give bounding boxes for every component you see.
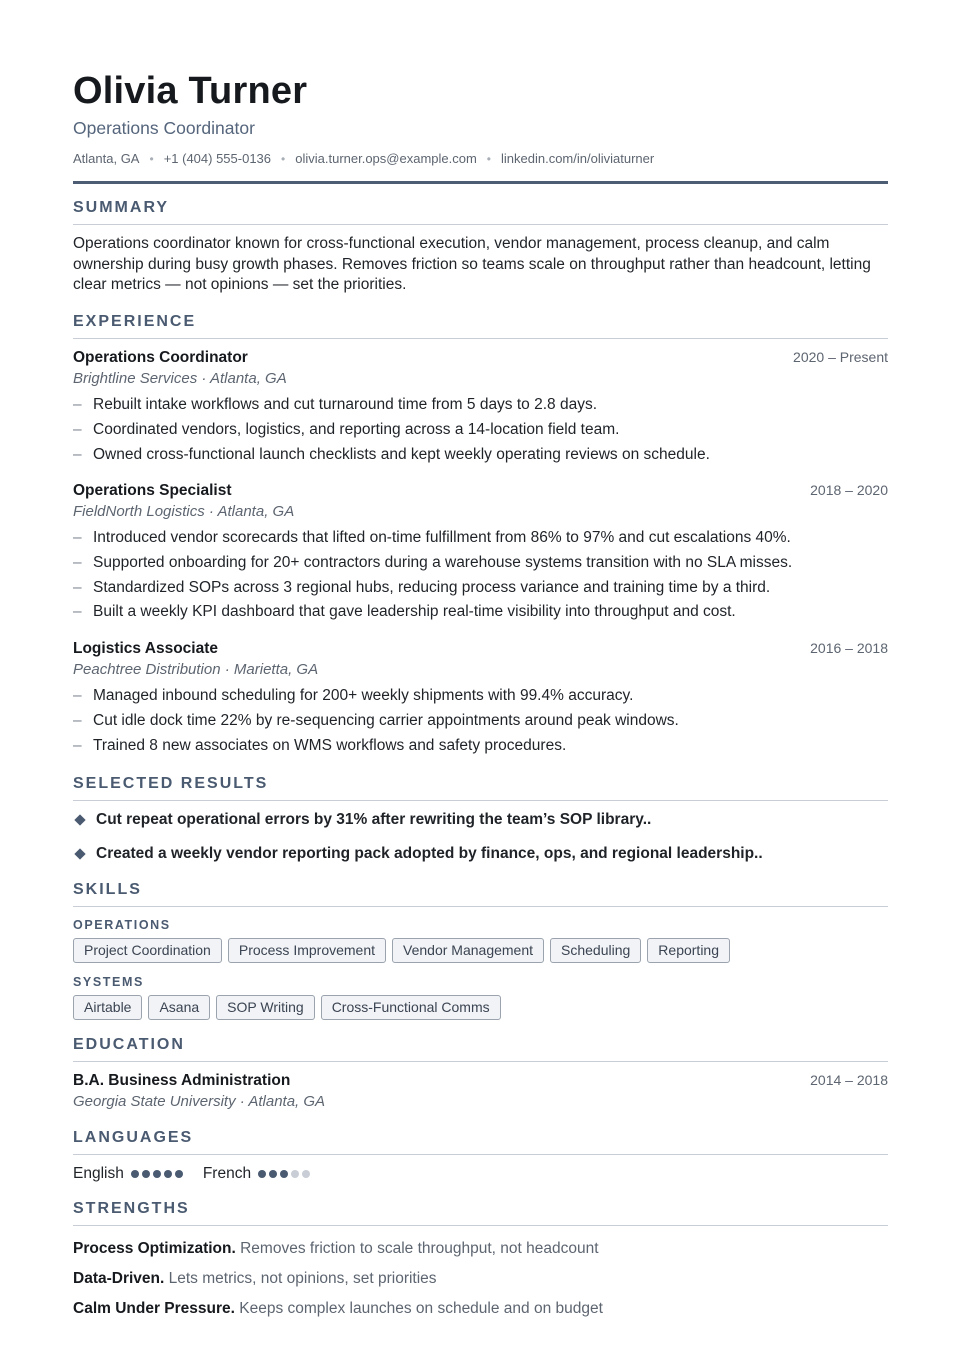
strength-item — [73, 1240, 599, 1258]
job-entry — [73, 349, 888, 469]
skill-chip: Airtable — [73, 995, 142, 1020]
skill-chip: Scheduling — [550, 938, 641, 963]
strength-title: Calm Under Pressure. — [73, 1300, 240, 1317]
job-bullet: – Trained 8 new associates on WMS workflows and safety procedures. — [73, 736, 567, 754]
education-entry — [73, 1072, 888, 1110]
section-heading-experience: EXPERIENCE — [73, 313, 888, 339]
school: Georgia State University · Atlanta, GA — [73, 1093, 326, 1110]
job-bullet: – Built a weekly KPI dashboard that gave leadership real-time visibility into throughput and cost. — [73, 603, 736, 621]
proficiency-dots — [258, 1170, 310, 1178]
contact-separator: • — [486, 151, 491, 166]
strength-text: Removes friction to scale throughput, not headcount — [240, 1240, 599, 1257]
strength-text: Lets metrics, not opinions, set priorities — [168, 1270, 437, 1287]
strength-title: Process Optimization. — [73, 1240, 241, 1257]
result-item: Cut repeat operational errors by 31% after rewriting the team’s SOP library.. — [73, 811, 651, 829]
strength-title: Data-Driven. — [73, 1270, 169, 1287]
job-dates: 2020 – Present — [793, 349, 888, 365]
proficiency-dot-empty — [291, 1170, 299, 1178]
skill-chip: Vendor Management — [392, 938, 544, 963]
proficiency-dot-filled — [258, 1170, 266, 1178]
job-dates: 2018 – 2020 — [810, 482, 888, 498]
skill-chip: Process Improvement — [228, 938, 386, 963]
job-bullets — [73, 395, 888, 465]
job-organization: Peachtree Distribution · Marietta, GA — [73, 661, 319, 678]
job-bullet: – Managed inbound scheduling for 200+ weekly shipments with 99.4% accuracy. — [73, 687, 634, 704]
job-entry — [73, 640, 888, 760]
skill-category-label: OPERATIONS — [73, 918, 171, 932]
proficiency-dot-filled — [153, 1170, 161, 1178]
language-name: English — [73, 1165, 124, 1182]
skill-chips-systems — [73, 995, 501, 1020]
job-bullet: – Standardized SOPs across 3 regional hubs, reducing process variance and training time by a third. — [73, 578, 771, 596]
skill-chip: SOP Writing — [216, 995, 315, 1020]
section-heading-languages: LANGUAGES — [73, 1129, 888, 1155]
summary-text: Operations coordinator known for cross-functional execution, vendor management, process cleanup, and calm ownership during busy growth phases. Removes friction so teams scale on throughput rather than headcount, letting clear metrics — not opinions — set the priorities. — [73, 235, 871, 293]
contact-phone: +1 (404) 555-0136 — [163, 151, 272, 166]
languages-list — [73, 1165, 330, 1183]
proficiency-dot-filled — [269, 1170, 277, 1178]
language-item — [73, 1165, 183, 1183]
section-heading-strengths: STRENGTHS — [73, 1200, 888, 1226]
job-organization: FieldNorth Logistics · Atlanta, GA — [73, 503, 295, 520]
contact-separator: • — [281, 151, 286, 166]
proficiency-dot-filled — [175, 1170, 183, 1178]
contact-line — [73, 151, 654, 166]
candidate-name: Olivia Turner — [73, 70, 308, 112]
section-heading-summary: SUMMARY — [73, 199, 888, 225]
strength-item — [73, 1270, 437, 1288]
job-title: Logistics Associate — [73, 640, 219, 657]
education-dates: 2014 – 2018 — [810, 1072, 888, 1088]
language-item — [203, 1165, 310, 1183]
job-bullets — [73, 686, 888, 756]
proficiency-dot-filled — [280, 1170, 288, 1178]
job-bullet: – Supported onboarding for 20+ contractors during a warehouse systems transition with no SLA misses. — [73, 553, 793, 571]
proficiency-dot-filled — [131, 1170, 139, 1178]
proficiency-dot-empty — [302, 1170, 310, 1178]
skill-chip: Asana — [148, 995, 210, 1020]
candidate-role: Operations Coordinator — [73, 118, 255, 138]
job-entry — [73, 482, 888, 627]
contact-linkedin[interactable]: linkedin.com/in/oliviaturner — [501, 151, 655, 166]
job-bullet: – Coordinated vendors, logistics, and reporting across a 14-location field team. — [73, 420, 620, 438]
skill-chips-operations — [73, 938, 730, 963]
contact-separator: • — [149, 151, 154, 166]
degree: B.A. Business Administration — [73, 1072, 291, 1089]
skill-chip: Reporting — [647, 938, 730, 963]
result-item: Created a weekly vendor reporting pack adopted by finance, ops, and regional leadership.. — [73, 845, 763, 863]
language-name: French — [202, 1165, 252, 1182]
section-heading-skills: SKILLS — [73, 881, 888, 907]
section-heading-results: SELECTED RESULTS — [73, 775, 888, 801]
job-bullet: – Owned cross-functional launch checklists and kept weekly operating reviews on schedule. — [73, 445, 710, 463]
skill-category-label: SYSTEMS — [73, 975, 144, 989]
job-bullet: – Cut idle dock time 22% by re-sequencing carrier appointments around peak windows. — [73, 711, 679, 729]
skill-chip: Cross-Functional Comms — [321, 995, 501, 1020]
job-title: Operations Specialist — [73, 482, 232, 499]
job-dates: 2016 – 2018 — [810, 640, 888, 656]
proficiency-dots — [131, 1170, 183, 1178]
proficiency-dot-filled — [142, 1170, 150, 1178]
job-bullets — [73, 528, 888, 622]
strength-item — [73, 1300, 603, 1318]
header-divider — [73, 181, 888, 184]
proficiency-dot-filled — [164, 1170, 172, 1178]
contact-email[interactable]: olivia.turner.ops@example.com — [295, 151, 477, 166]
job-title: Operations Coordinator — [73, 349, 248, 366]
strength-text: Keeps complex launches on schedule and on budget — [239, 1300, 603, 1317]
contact-location: Atlanta, GA — [73, 151, 140, 166]
job-bullet: – Rebuilt intake workflows and cut turnaround time from 5 days to 2.8 days. — [73, 396, 597, 413]
diamond-bullet-icon — [74, 848, 85, 859]
section-heading-education: EDUCATION — [73, 1036, 888, 1062]
job-organization: Brightline Services · Atlanta, GA — [73, 370, 287, 387]
skill-chip: Project Coordination — [73, 938, 222, 963]
diamond-bullet-icon — [74, 814, 85, 825]
job-bullet: – Introduced vendor scorecards that lifted on-time fulfillment from 86% to 97% and cut escalations 40%. — [73, 529, 791, 546]
